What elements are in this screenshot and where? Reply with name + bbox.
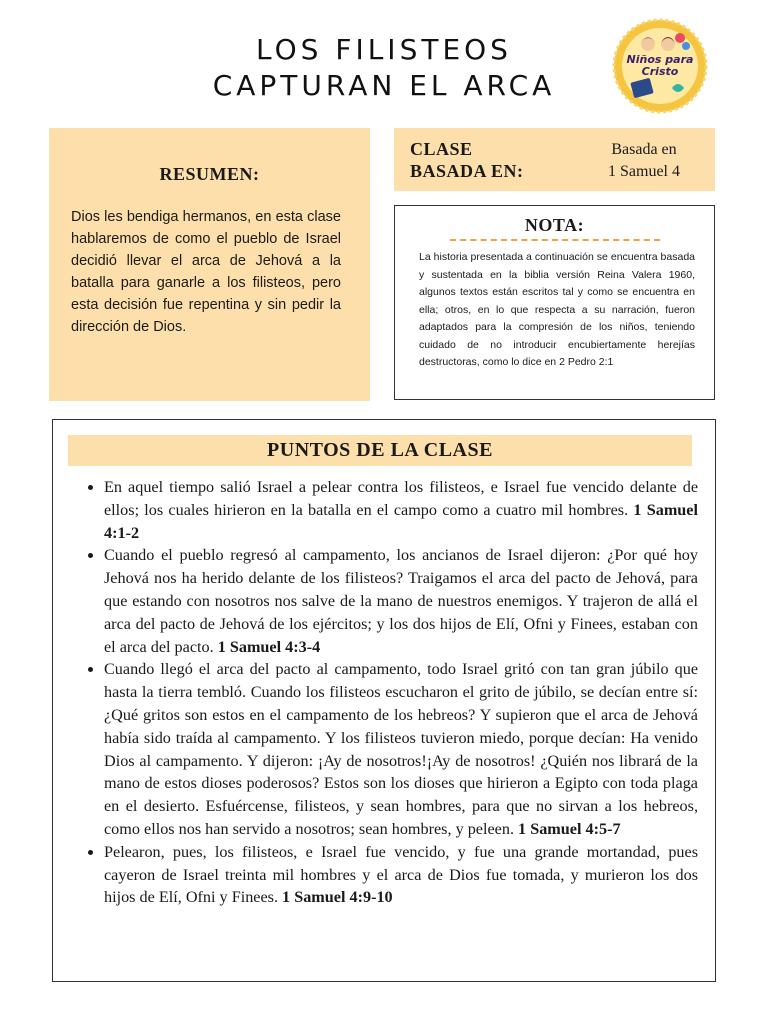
- class-based-on-label: [410, 138, 524, 182]
- title-line-2: CAPTURAN EL ARCA: [212, 69, 556, 102]
- bible-reference: 1 Samuel 4:5-7: [518, 819, 621, 838]
- class-value-line-2: 1 Samuel 4: [608, 163, 680, 180]
- page-title: [150, 32, 618, 104]
- logo-text-line-2: Cristo: [641, 65, 679, 78]
- note-text: La historia presentada a continuación se encuentra basada y sustentada en la biblia versión Reina Valera 1960, algunos textos están escritos tal y como se encuentra en ella; otros, en lo que respecta a su narración, fueron adaptados para la compresión de los niños, teniendo cuidado de no introducir encubiertamente herejías destructoras, como lo dice en 2 Pedro 2:1: [419, 251, 695, 368]
- class-points-panel: [52, 419, 716, 982]
- list-item: [104, 544, 698, 658]
- list-item-text: Pelearon, pues, los filisteos, e Israel fue vencido, y fue una grande mortandad, pues cayeron de Israel treinta mil hombres y el arca de Dios fue tomada, y murieron los dos hijos de Elí, Ofni y Finees.: [104, 842, 698, 907]
- class-points-list: [85, 476, 698, 909]
- bible-reference: 1 Samuel 4:3-4: [217, 637, 321, 656]
- bible-reference: 1 Samuel 4:9-10: [282, 888, 393, 907]
- dashed-divider: [450, 239, 660, 241]
- list-item-text: Cuando llegó el arca del pacto al campamento, todo Israel gritó con tan gran júbilo que hasta la tierra tembló. Cuando los filisteos escucharon el grito de júbilo, se decían entre sí: ¿Qué gritos son estos en el campamento de los hebreos? Y supieron que el arca de Jehová había sido traída al campamento. Y los filisteos tuvieron miedo, porque decían: Ha venido Dios al campamento. Y dijeron: ¡Ay de nosotros!¡Ay de nosotros! ¿Quién nos librará de la mano de estos dioses poderosos? Estos son los dioses que hirieron a Egipto con toda plaga en el desierto. Esfuércense, filisteos, y sean hombres, para que no sirvan a los hebreos, como ellos nos han servido a nosotros; sean hombres, y peleen.: [104, 660, 698, 838]
- note-heading: NOTA:: [524, 215, 585, 235]
- list-item: [104, 476, 698, 544]
- class-based-on-value: [564, 139, 724, 183]
- class-label-line-1: CLASE: [410, 139, 473, 159]
- class-label-line-2: BASADA EN:: [410, 161, 524, 181]
- list-item-text: En aquel tiempo salió Israel a pelear contra los filisteos, e Israel fue vencido delante de ellos; los cuales hirieron en la batalla en el campo como a cuatro mil hombres.: [104, 478, 698, 519]
- list-item-text: Cuando el pueblo regresó al campamento, los ancianos de Israel dijeron: ¿Por qué hoy Jehová nos ha herido delante de los filisteos? Traigamos el arca del pacto de Jehová, para que estando con nosotros nos salve de la mano de nuestros enemigos. Y trajeron de allá el arca del pacto de Jehová de los ejércitos; y los dos hijos de Elí, Ofni y Finees, estaban con el arca del pacto.: [104, 546, 698, 656]
- bible-reference: 1 Samuel 4:1-2: [104, 500, 698, 542]
- summary-heading: RESUMEN:: [159, 164, 260, 184]
- class-based-on-panel: [394, 128, 715, 191]
- summary-panel: [49, 128, 370, 401]
- list-item: [104, 658, 698, 840]
- note-panel: [394, 205, 715, 400]
- logo-text-line-1: Niños para: [626, 53, 694, 66]
- class-value-line-1: Basada en: [611, 141, 677, 158]
- summary-text: Dios les bendiga hermanos, en esta clase hablaremos de como el pueblo de Israel decidió llevar el arca de Jehová a la batalla para ganarle a los filisteos, pero esta decisión fue repentina y sin pedir la dirección de Dios.: [71, 209, 341, 335]
- title-line-1: LOS FILISTEOS: [256, 33, 512, 66]
- list-item: [104, 841, 698, 909]
- class-points-heading: PUNTOS DE LA CLASE: [68, 435, 692, 466]
- ninos-para-cristo-logo: [612, 18, 708, 114]
